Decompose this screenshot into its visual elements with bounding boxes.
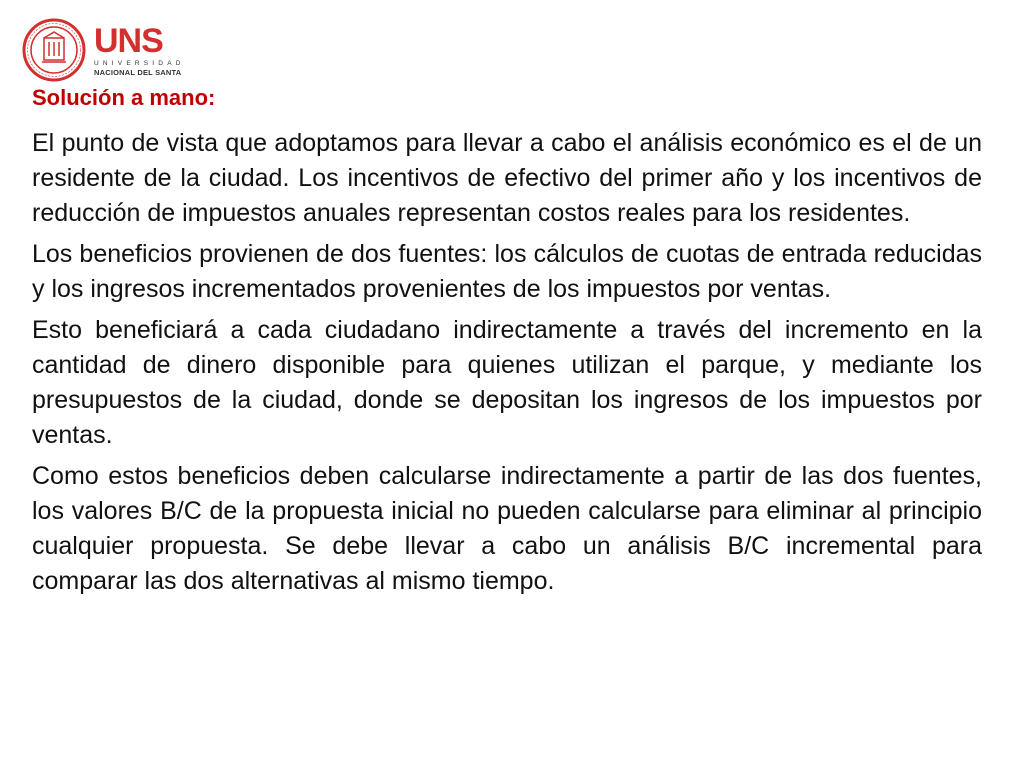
university-logo [22, 14, 185, 86]
university-wordmark [94, 21, 185, 77]
paragraph-4: Como estos beneficios deben calcularse indirectamente a partir de las dos fuentes, los valores B/C de la propuesta inicial no pueden calcularse para eliminar al principio cualquier propuesta. Se debe llevar a cabo un análisis B/C incremental para comparar las dos alternativas al mismo tiempo. [32, 462, 982, 595]
university-name-line2: NACIONAL DEL SANTA [94, 67, 182, 77]
slide-content [32, 80, 982, 605]
slide-heading: Solución a mano: [32, 85, 216, 110]
paragraph-2: Los beneficios provienen de dos fuentes: los cálculos de cuotas de entrada reducidas y los ingresos incrementados provenientes de los impuestos por ventas. [32, 240, 982, 303]
university-acronym: UNS [94, 21, 163, 60]
paragraph-1: El punto de vista que adoptamos para llevar a cabo el análisis económico es el de un residente de la ciudad. Los incentivos de efectivo del primer año y los incentivos de reducción de impuestos anuales representan costos reales para los residentes. [32, 129, 982, 227]
university-name-line1: UNIVERSIDAD [94, 59, 185, 67]
university-seal-icon [22, 18, 86, 82]
paragraph-3: Esto beneficiará a cada ciudadano indirectamente a través del incremento en la cantidad de dinero disponible para quienes utilizan el parque, y mediante los presupuestos de la ciudad, donde se depositan los ingresos de los impuestos por ventas. [32, 316, 982, 449]
